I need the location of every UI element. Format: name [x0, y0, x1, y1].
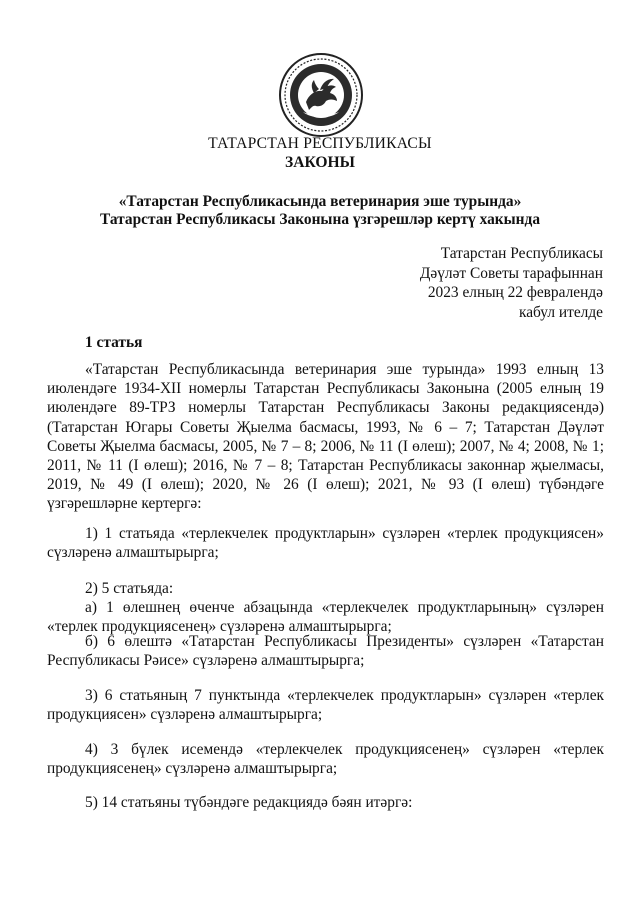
adoption-note: [420, 244, 603, 322]
coat-of-arms-icon: [276, 50, 366, 140]
adoption-line-2: Дәүләт Советы тарафыннан: [419, 264, 603, 282]
article-item-5: 5) 14 статьяны түбәндәге редакциядә бәян итәргә:: [85, 794, 413, 811]
adoption-line-1: Татарстан Республикасы: [440, 245, 603, 262]
article-item-2-b: б) 6 өлештә «Татарстан Республикасы Президенты» сүзләрен «Татарстан Республикасы Рәисе» сүзләренә алмаштырырга;: [47, 633, 604, 670]
article-item-2-a: а) 1 өлешнең өченче абзацында «терлекчелек продуктларының» сүзләрен «терлек продукциясенең» сүзләренә алмаштырырга;: [47, 599, 604, 636]
adoption-line-4: кабул ителде: [518, 303, 603, 321]
law-title-line-1: «Татарстан Республикасында ветеринария эше турында»: [118, 193, 522, 210]
law-title: [30, 193, 610, 229]
republic-heading: ТАТАРСТАН РЕСПУБЛИКАСЫ: [208, 135, 432, 152]
law-heading: ЗАКОНЫ: [285, 154, 355, 171]
article-item-2-heading: 2) 5 статьяда:: [85, 580, 174, 597]
law-title-line-2: Татарстан Республикасы Законына үзгәрешләр кертү хакында: [99, 211, 541, 228]
adoption-line-3: 2023 елның 22 февралендә: [427, 284, 603, 301]
article-item-1: 1) 1 статьяда «терлекчелек продуктларын» сүзләрен «терлек продукциясен» сүзләренә алмаштырырга;: [47, 525, 604, 562]
article-heading: 1 статья: [85, 334, 143, 351]
article-item-3: 3) 6 статьяның 7 пунктында «терлекчелек продуктларын» сүзләрен «терлек продукциясен» сүзләренә алмаштырырга;: [47, 687, 604, 724]
article-intro-paragraph: «Татарстан Республикасында ветеринария эше турында» 1993 елның 13 июлендәге 1934-XII номерлы Татарстан Республикасы Законына (2005 елның 19 июлендәге 89-ТРЗ номерлы Татарстан Республикасы Законы редакциясендә) (Татарстан Югары Советы Җыелма басмасы, 1993, № 6 – 7; Татарстан Дәүләт Советы Җыелма басмасы, 2005, № 7 – 8; 2006, № 11 (I өлеш); 2007, № 4; 2008, № 1; 2011, № 11 (I өлеш); 2016, № 7 – 8; Татарстан Республикасы законнар җыелмасы, 2019, № 49 (I өлеш); 2020, № 26 (I өлеш); 2021, № 93 (I өлеш) түбәндәге үзгәрешләрне кертергә:: [47, 361, 604, 513]
article-item-4: 4) 3 бүлек исемендә «терлекчелек продукциясенең» сүзләрен «терлек продукциясенең» сүзләренә алмаштырырга;: [47, 741, 604, 778]
